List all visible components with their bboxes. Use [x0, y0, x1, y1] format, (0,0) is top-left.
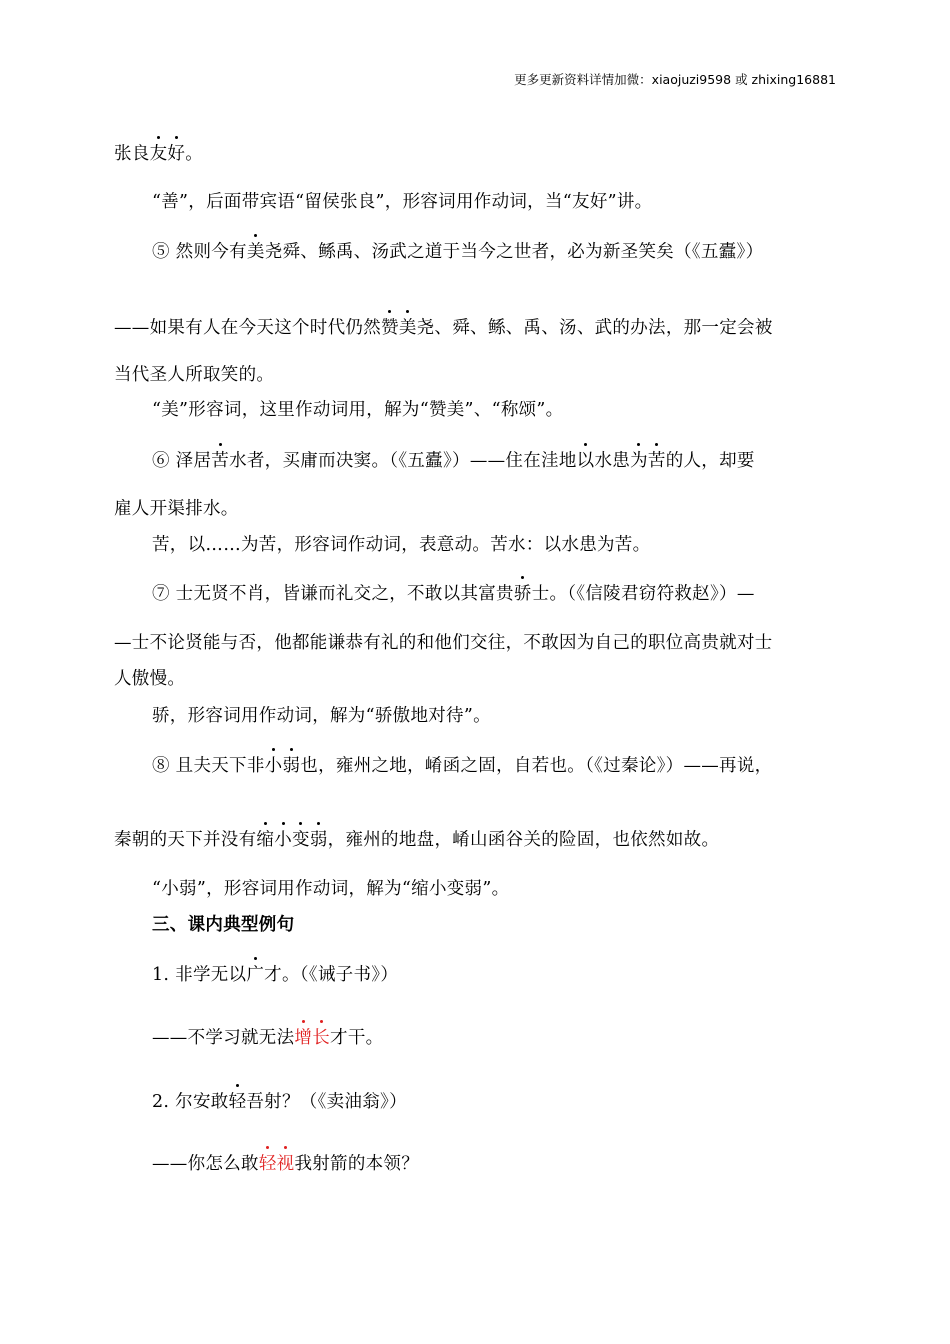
text-run: 2. 尔安敢	[152, 1092, 229, 1112]
text-run: 也，雍州之地，崤函之固，自若也。（《过秦论》）——再说，	[300, 756, 773, 776]
emphasis-char: 骄	[513, 584, 532, 604]
text-line	[152, 704, 844, 728]
text-run: 水者，买庸而决窦。（《五蠹》）——住在洼地	[229, 451, 577, 471]
text-line	[152, 877, 844, 901]
text-run: 的人，却要	[665, 451, 755, 471]
text-run: 秦朝的天下并没有	[114, 830, 257, 850]
emphasis-char: 缩	[256, 830, 275, 850]
text-run: ——不学习就无法	[152, 1028, 295, 1048]
text-run: ——如果有人在今天这个时代仍然	[114, 318, 381, 338]
text-run: 才。（《诫子书》）	[264, 965, 399, 985]
text-run: ——你怎么敢	[152, 1154, 259, 1174]
text-line	[114, 363, 844, 387]
emphasis-char: 友	[149, 144, 168, 164]
text-run: 1. 非学无以	[152, 965, 247, 985]
text-run: 张良	[114, 144, 150, 164]
emphasis-char: 赞	[381, 318, 399, 338]
text-line	[152, 240, 844, 264]
text-line	[114, 828, 844, 852]
emphasis-char: 美	[398, 318, 417, 338]
text-run: 骄，形容词用作动词，解为“骄傲地对待”。	[152, 706, 491, 726]
text-run: “善”，后面带宾语“留侯张良”，形容词用作动词，当“友好”讲。	[152, 192, 653, 212]
text-line	[152, 398, 844, 422]
text-run: 三、课内典型例句	[152, 915, 295, 935]
emphasis-char: 小	[264, 756, 283, 776]
text-run: —士不论贤能与否，他都能谦恭有礼的和他们交往，不敢因为自己的职位高贵就对士	[114, 633, 773, 653]
text-run: 苦，以……为苦，形容词作动词，表意动。苦水：以水患为苦。	[152, 535, 651, 555]
text-line	[114, 631, 844, 655]
text-run: 。	[185, 144, 204, 164]
text-line	[152, 963, 844, 987]
text-run: ⑤ 然则今有	[152, 242, 247, 262]
text-line	[152, 190, 844, 214]
text-run: 我射箭的本领？	[294, 1154, 420, 1174]
emphasis-char: 苦	[211, 451, 230, 471]
emphasis-char: 变	[292, 830, 310, 850]
text-run: 尧、舜、鲧、禹、汤、武的办法，那一定会被	[416, 318, 773, 338]
text-line	[152, 582, 844, 606]
text-run: 尧舜、鲧禹、汤武之道于当今之世者，必为新圣笑矣（《五蠹》）	[264, 242, 764, 262]
text-run: ⑧ 且夫天下非	[152, 756, 265, 776]
text-line	[114, 316, 844, 340]
text-line	[152, 533, 844, 557]
text-line	[152, 1090, 844, 1114]
emphasis-char: 以	[576, 451, 595, 471]
emphasis-char: 小	[274, 830, 293, 850]
emphasis-char: 苦	[647, 451, 666, 471]
text-line	[152, 1152, 844, 1176]
text-run: ，雍州的地盘，崤山函谷关的险固，也依然如故。	[327, 830, 720, 850]
text-run: “小弱”，形容词用作动词，解为“缩小变弱”。	[152, 879, 510, 899]
emphasis-char: 为	[630, 451, 648, 471]
emphasis-char: 轻	[228, 1092, 247, 1112]
text-line	[114, 142, 844, 166]
emphasis-char: 弱	[282, 756, 301, 776]
section-heading	[152, 913, 844, 937]
text-line	[152, 1026, 844, 1050]
emphasis-char-red: 长	[312, 1028, 331, 1048]
text-run: “美”形容词，这里作动词用，解为“赞美”、“称颂”。	[152, 400, 564, 420]
text-run: 才干。	[330, 1028, 384, 1048]
text-run: 士。（《信陵君窃符救赵》）—	[531, 584, 755, 604]
text-run: ⑥ 泽居	[152, 451, 212, 471]
text-run: 吾射？（《卖油翁》）	[246, 1092, 407, 1112]
text-line	[152, 449, 844, 473]
emphasis-char-red: 轻	[258, 1154, 277, 1174]
text-run: ⑦ 士无贤不肖，皆谦而礼交之，不敢以其富贵	[152, 584, 514, 604]
text-line	[114, 497, 844, 521]
text-run: 当代圣人所取笑的。	[114, 365, 275, 385]
emphasis-char: 美	[246, 242, 265, 262]
emphasis-char: 广	[246, 965, 265, 985]
text-run: 人傲慢。	[114, 669, 186, 689]
text-run: 水患	[594, 451, 631, 471]
text-line	[152, 754, 844, 778]
text-run: 雇人开渠排水。	[114, 499, 239, 519]
emphasis-char-red: 增	[294, 1028, 313, 1048]
page-header: 更多更新资料详情加微：xiaojuzi9598 或 zhixing16881	[514, 72, 836, 87]
text-line	[114, 667, 844, 691]
emphasis-char-red: 视	[276, 1154, 295, 1174]
emphasis-char: 好	[167, 144, 186, 164]
emphasis-char: 弱	[309, 830, 328, 850]
